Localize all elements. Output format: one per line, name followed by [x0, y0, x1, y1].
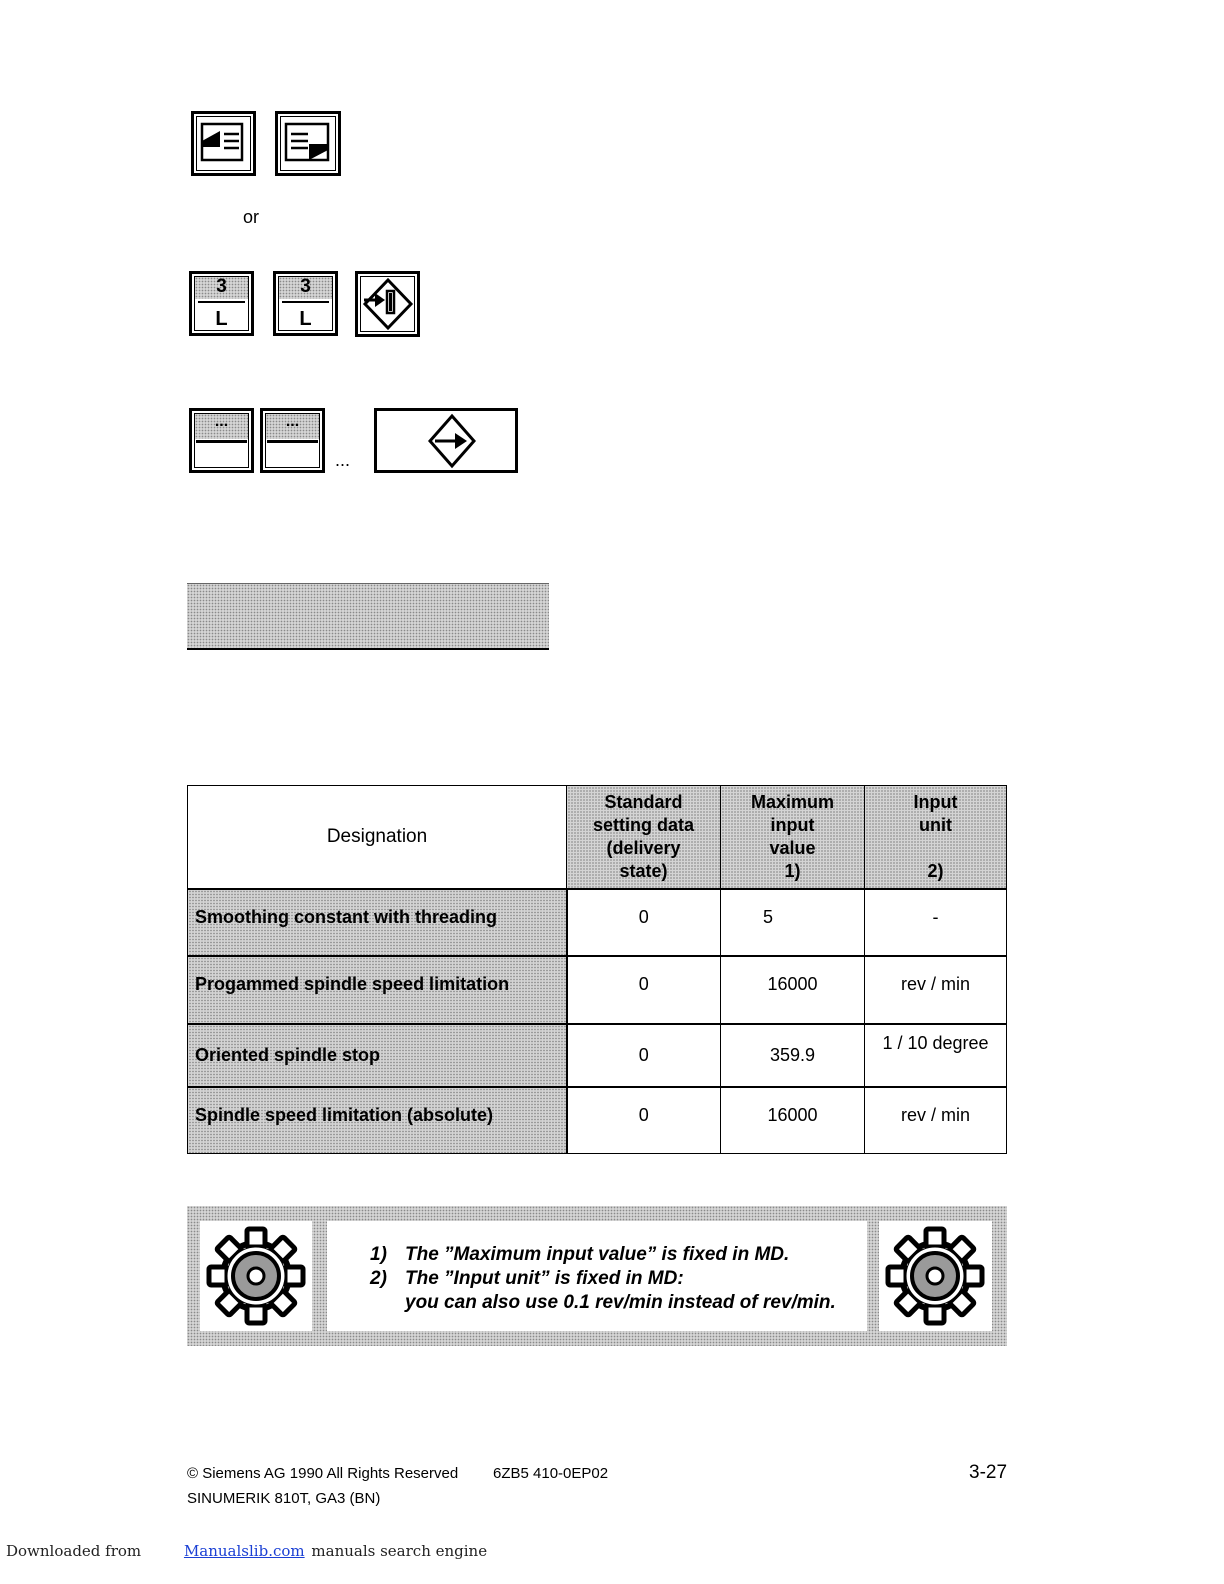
enter-diamond-icon	[377, 411, 515, 470]
note-2-continuation: you can also use 0.1 rev/min instead of rev/min.	[405, 1292, 836, 1313]
header-standard: Standard setting data (delivery state)	[567, 786, 721, 889]
note-text	[327, 1221, 867, 1331]
softkey-2[interactable]: ...	[260, 408, 325, 473]
table-row	[188, 1024, 1007, 1087]
gear-icon	[200, 1221, 312, 1331]
cursor-key-3L-2[interactable]: 3 L	[273, 271, 338, 336]
note-2-number: 2)	[370, 1268, 387, 1289]
page-forward-icon	[278, 114, 338, 173]
row-standard: 0	[638, 906, 649, 927]
table-row	[188, 1087, 1007, 1154]
row-maximum: 16000	[767, 1104, 818, 1125]
or-label: or	[243, 207, 260, 227]
row-unit: 1 / 10 degree	[882, 1032, 989, 1053]
note-1-number: 1)	[370, 1244, 387, 1265]
header-designation: Designation	[188, 786, 567, 889]
machine-data-note	[187, 1206, 1007, 1346]
table-row	[188, 956, 1007, 1024]
display-field	[187, 583, 549, 650]
input-key[interactable]	[355, 271, 420, 337]
page-forward-key[interactable]	[275, 111, 341, 176]
softkey-ellipsis: ...	[335, 450, 351, 470]
row-standard: 0	[638, 1104, 649, 1125]
header-maximum: Maximum input value 1)	[721, 786, 865, 889]
input-diamond-icon	[358, 274, 417, 334]
row-unit: rev / min	[900, 1104, 970, 1125]
row-designation: Progammed spindle speed limitation	[195, 974, 510, 994]
page-number: 3-27	[969, 1462, 1008, 1483]
copyright: © Siemens AG 1990 All Rights Reserved	[187, 1465, 459, 1482]
row-standard: 0	[638, 974, 649, 994]
note-1-text: The ”Maximum input value” is fixed in MD.	[405, 1244, 790, 1265]
row-designation: Smoothing constant with threading	[195, 906, 497, 927]
right-gear-panel	[879, 1221, 992, 1331]
row-designation: Oriented spindle stop	[195, 1044, 381, 1065]
download-suffix: manuals search engine	[311, 1542, 488, 1560]
row-maximum: 5	[763, 906, 774, 927]
left-gear-panel	[200, 1221, 312, 1331]
row-maximum: 359.9	[769, 1044, 816, 1065]
note-2-text: The ”Input unit” is fixed in MD:	[405, 1268, 684, 1289]
enter-key[interactable]	[374, 408, 518, 473]
row-designation: Spindle speed limitation (absolute)	[195, 1104, 494, 1125]
row-maximum: 16000	[767, 974, 818, 994]
row-unit: -	[932, 906, 939, 927]
softkey-1[interactable]: ...	[189, 408, 254, 473]
download-banner	[6, 1542, 487, 1560]
header-unit: Input unit 2)	[865, 786, 1007, 889]
page-back-key[interactable]	[191, 111, 256, 176]
table-header-row	[188, 786, 1007, 889]
gear-icon	[879, 1221, 992, 1331]
product-name: SINUMERIK 810T, GA3 (BN)	[187, 1490, 381, 1507]
row-standard: 0	[638, 1044, 649, 1065]
download-prefix: Downloaded from	[6, 1542, 142, 1560]
row-unit: rev / min	[900, 974, 970, 994]
table-row	[188, 889, 1007, 956]
order-number: 6ZB5 410-0EP02	[493, 1465, 609, 1482]
setting-data-table	[187, 785, 1007, 1154]
page-back-icon	[194, 114, 253, 173]
manualslib-link[interactable]: Manualslib.com	[183, 1542, 305, 1560]
cursor-key-3L-1[interactable]: 3 L	[189, 271, 254, 336]
